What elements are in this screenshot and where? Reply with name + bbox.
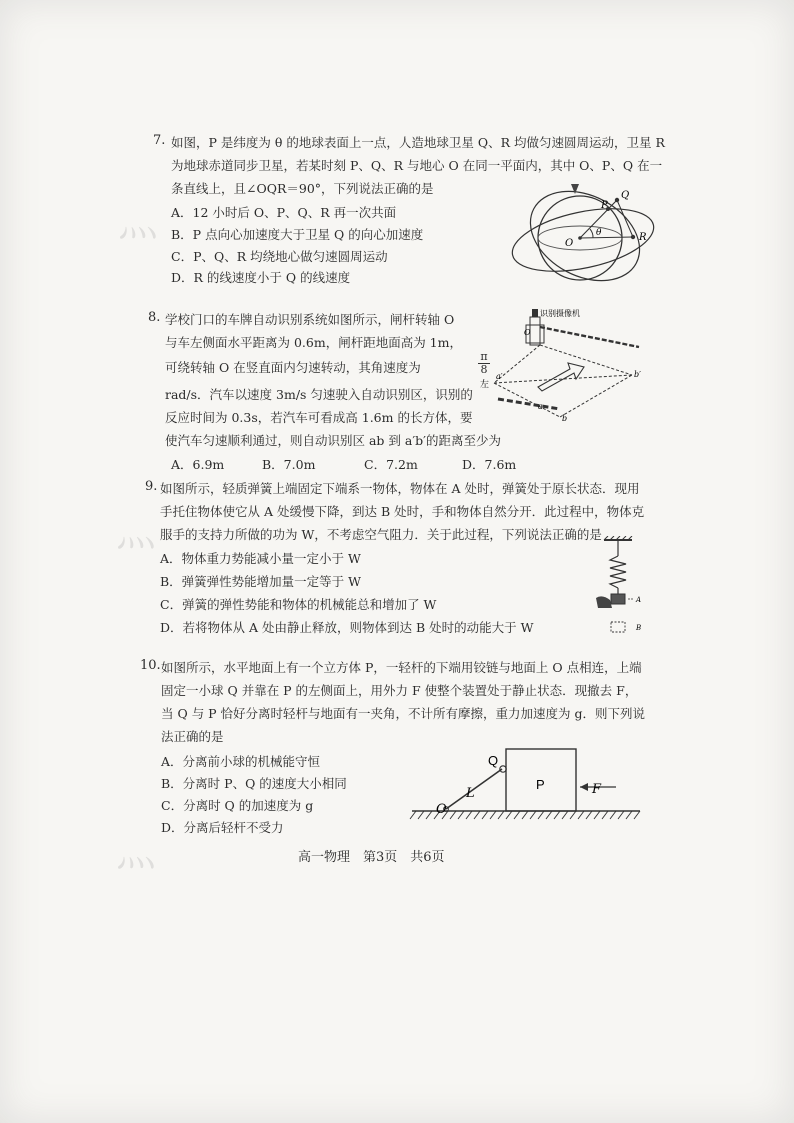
bleed-through-mark-3: ⺣	[116, 829, 156, 875]
q9-line-3: 服手的支持力所做的功为 W，不考虑空气阻力．关于此过程，下列说法正确的是	[160, 527, 602, 542]
q9-line-1: 如图所示，轻质弹簧上端固定下端系一物体，物体在 A 处时，弹簧处于原长状态．现用	[160, 481, 640, 496]
q9-option-b: B．弹簧弹性势能增加量一定等于 W	[160, 574, 362, 589]
q8-label-a-prime: a′	[496, 372, 503, 381]
q9-label-a: A	[636, 596, 642, 604]
q9-option-d: D．若将物体从 A 处由静止释放，则物体到达 B 处时的动能大于 W	[160, 620, 534, 635]
q10-label-f: F	[592, 782, 602, 797]
q9-option-c: C．弹簧的弹性势能和物体的机械能总和增加了 W	[160, 597, 437, 612]
q10-option-a: A．分离前小球的机械能守恒	[161, 754, 321, 769]
q10-line-2: 固定一小球 Q 并靠在 P 的左侧面上，用外力 F 使整个装置处于静止状态．现撤去 F，	[161, 683, 638, 698]
q8-label-left: 左	[480, 380, 490, 390]
q7-option-a: A．12 小时后 O、P、Q、R 再一次共面	[171, 205, 397, 220]
q8-line-5: 反应时间为 0.3s，若汽车可看成高 1.6m 的长方体，要	[165, 410, 473, 425]
q7-option-d: D．R 的线速度小于 Q 的线速度	[171, 270, 351, 285]
q7-label-r: R	[639, 232, 647, 243]
q10-line-1: 如图所示，水平地面上有一个立方体 P，一轻杆的下端用铰链与地面上 O 点相连，上端	[161, 660, 642, 675]
q9-number: 9.	[145, 479, 158, 494]
q8-option-c: C．7.2m	[364, 457, 418, 472]
q7-option-c: C．P、Q、R 均绕地心做匀速圆周运动	[171, 249, 388, 264]
q10-line-3: 当 Q 与 P 恰好分离时轻杆与地面有一夹角，不计所有摩擦，重力加速度为 g．则下列说	[161, 706, 646, 721]
q10-number: 10.	[140, 658, 161, 673]
q10-label-o: O	[436, 802, 447, 817]
q8-gate-recognition-figure	[474, 305, 649, 423]
bleed-through-mark: ⺣	[118, 199, 158, 245]
q10-option-d: D．分离后轻杆不受力	[161, 820, 284, 835]
q10-line-4: 法正确的是	[161, 729, 224, 744]
bleed-through-mark-2: ⺣	[116, 509, 156, 555]
q8-fraction-denominator: 8	[480, 363, 488, 376]
q8-option-b: B．7.0m	[262, 457, 316, 472]
q7-label-theta: θ	[596, 228, 602, 238]
q7-label-p: P	[601, 200, 608, 211]
q9-option-a: A．物体重力势能减小量一定小于 W	[160, 551, 361, 566]
q8-line-3: 可绕转轴 O 在竖直面内匀速转动，其角速度为	[165, 360, 421, 375]
q8-line-1: 学校门口的车牌自动识别系统如图所示，闸杆转轴 O	[165, 312, 455, 327]
q8-number: 8.	[148, 310, 161, 325]
q8-label-b-prime: b′	[634, 370, 641, 379]
q7-line-1: 如图，P 是纬度为 θ 的地球表面上一点，人造地球卫星 Q、R 均做匀速圆周运动，卫星 R	[171, 135, 665, 150]
q7-label-o: O	[565, 238, 574, 249]
q10-label-q: Q	[488, 753, 499, 768]
q7-line-2: 为地球赤道同步卫星，若某时刻 P、Q、R 与地心 O 在同一平面内，其中 O、P、Q 在一	[171, 158, 663, 173]
page-footer: 高一物理 第3页 共6页	[298, 850, 445, 865]
q7-number: 7.	[153, 133, 166, 148]
q8-label-o: O	[524, 328, 531, 337]
q7-option-b: B．P 点向心加速度大于卫星 Q 的向心加速度	[171, 227, 424, 242]
q8-fraction-numerator: π	[478, 351, 490, 364]
q8-line-6: 使汽车匀速顺利通过，则自动识别区 ab 到 a′b′的距离至少为	[165, 433, 502, 448]
q9-line-2: 手托住物体使它从 A 处缓慢下降，到达 B 处时，手和物体自然分开．此过程中，物体克	[160, 504, 645, 519]
q10-label-p: P	[536, 777, 545, 792]
q9-spring-figure	[590, 536, 650, 638]
q8-line-2: 与车左侧面水平距离为 0.6m，闸杆距地面高为 1m，	[165, 335, 462, 350]
q10-option-c: C．分离时 Q 的加速度为 g	[161, 798, 314, 813]
q7-earth-orbit-figure	[505, 178, 665, 298]
q8-label-b: b	[562, 414, 568, 423]
q7-line-3: 条直线上，且∠OQR＝90°，下列说法正确的是	[171, 181, 434, 196]
q8-line-4: rad/s．汽车以速度 3m/s 匀速驶入自动识别区，识别的	[165, 387, 473, 402]
q8-label-camera: 识别摄像机	[540, 309, 580, 318]
q8-option-d: D．7.6m	[462, 457, 517, 472]
q8-label-a: a	[538, 402, 543, 411]
q8-option-a: A．6.9m	[171, 457, 225, 472]
q7-label-q: Q	[621, 190, 630, 201]
q9-label-b: B	[636, 624, 642, 632]
q10-option-b: B．分离时 P、Q 的速度大小相同	[161, 776, 347, 791]
q10-label-l: L	[466, 786, 475, 801]
q10-cube-rod-figure	[406, 745, 646, 825]
